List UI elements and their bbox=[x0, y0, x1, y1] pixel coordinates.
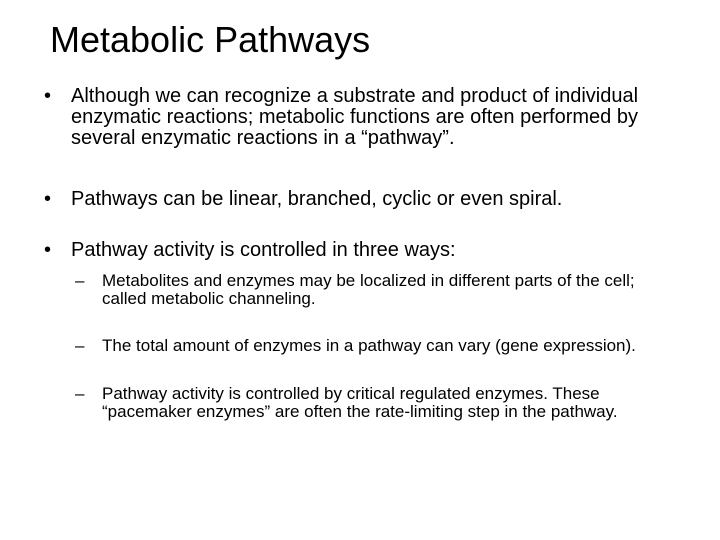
sub-bullet-text: The total amount of enzymes in a pathway can vary (gene expression). bbox=[102, 336, 636, 355]
bullet-item bbox=[44, 189, 674, 210]
slide-title: Metabolic Pathways bbox=[50, 19, 371, 60]
sub-bullet-item bbox=[71, 337, 672, 355]
bullet-text: Pathway activity is controlled in three ways: bbox=[71, 239, 456, 261]
sub-bullet-text: Metabolites and enzymes may be localized in different parts of the cell; called metabolic channeling. bbox=[102, 271, 635, 308]
sub-bullet-list bbox=[71, 272, 674, 421]
bullet-item bbox=[44, 86, 674, 149]
sub-bullet-item bbox=[71, 272, 672, 308]
bullet-item bbox=[44, 240, 674, 421]
bullet-marker: • bbox=[44, 188, 52, 210]
bullet-text: Pathways can be linear, branched, cyclic or even spiral. bbox=[71, 188, 563, 210]
sub-bullet-marker: – bbox=[75, 384, 85, 403]
sub-bullet-text: Pathway activity is controlled by critical regulated enzymes. These “pacemaker enzymes” are often the rate-limiting step in the pathway. bbox=[102, 384, 618, 421]
sub-bullet-marker: – bbox=[75, 336, 85, 355]
sub-bullet-item bbox=[71, 385, 672, 421]
sub-bullet-marker: – bbox=[75, 271, 85, 290]
bullet-text: Although we can recognize a substrate and product of individual enzymatic reactions; metabolic functions are often performed by several enzymatic reactions in a “pathway”. bbox=[71, 85, 639, 149]
bullet-marker: • bbox=[44, 239, 52, 261]
bullet-list bbox=[44, 86, 674, 421]
bullet-marker: • bbox=[44, 85, 52, 107]
